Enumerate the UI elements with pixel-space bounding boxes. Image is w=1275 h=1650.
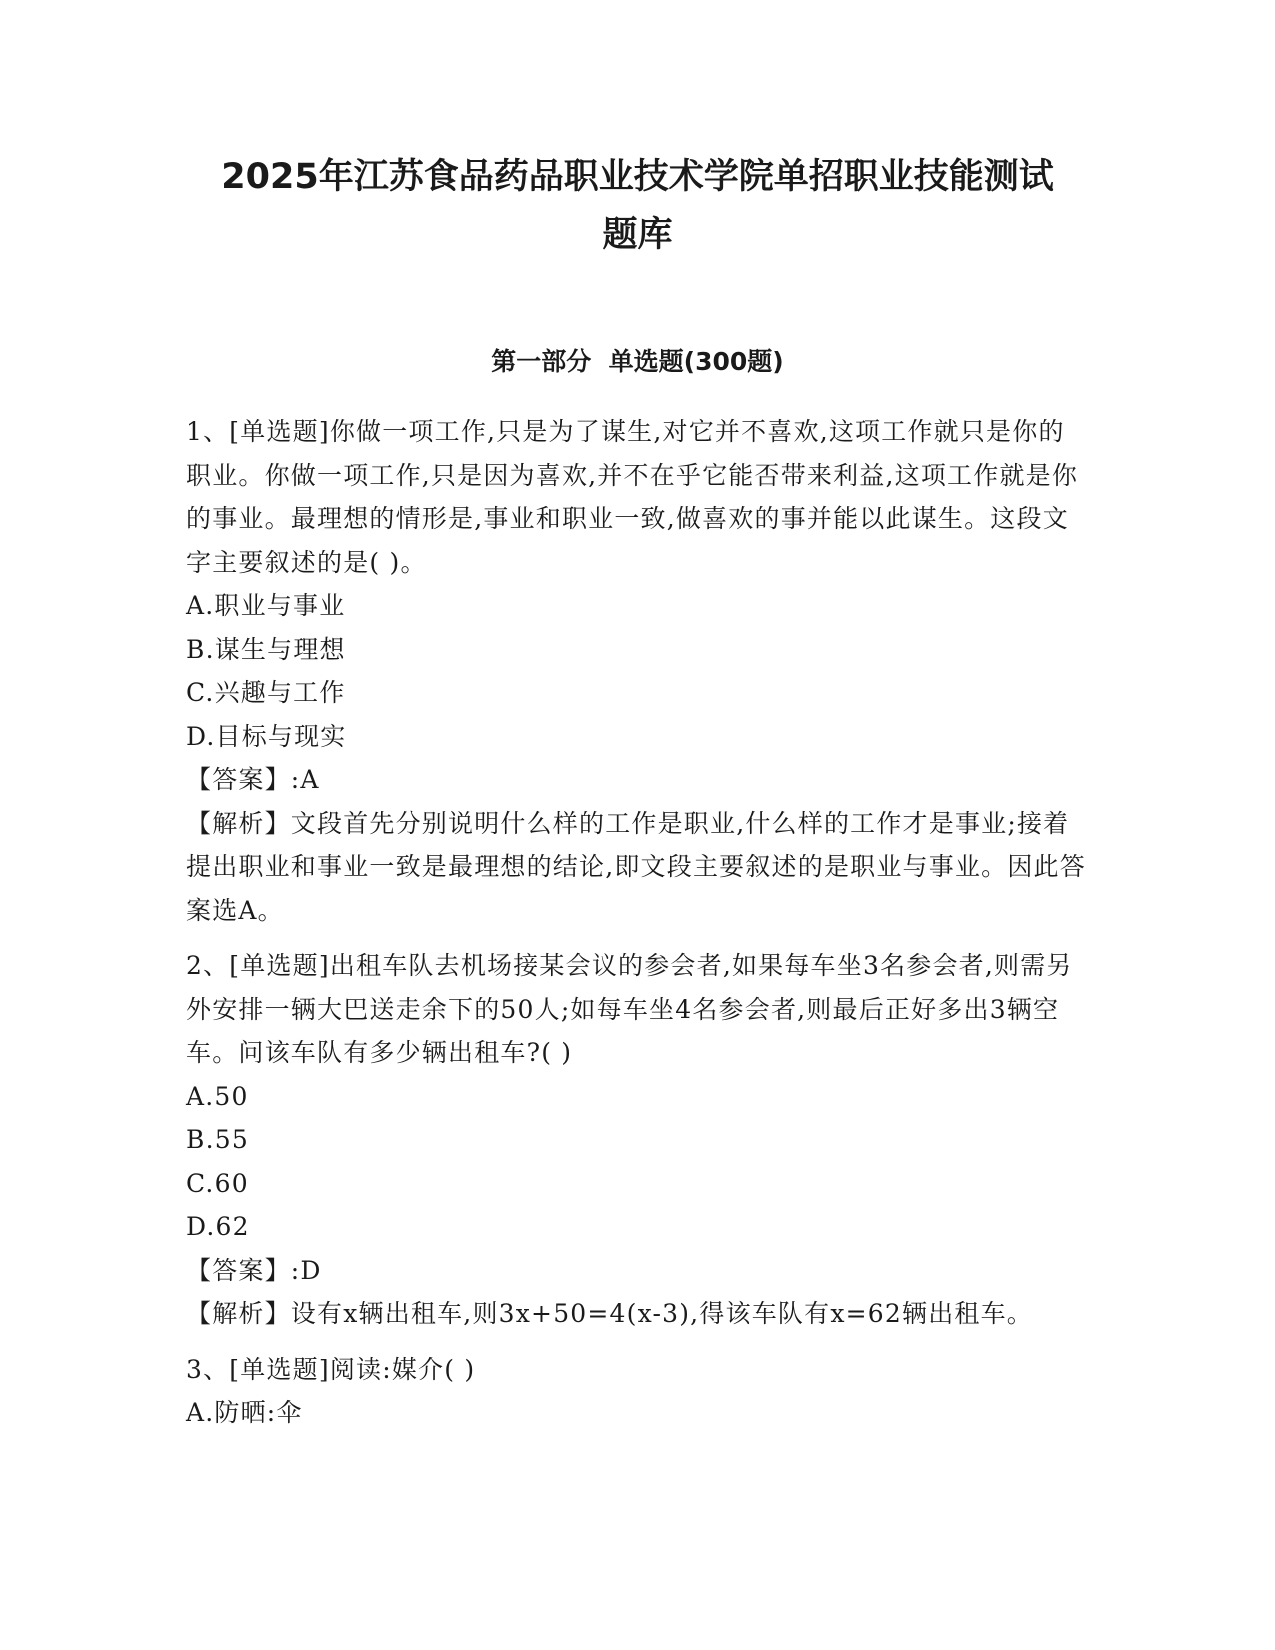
question-option-d: D.62: [186, 1212, 250, 1241]
question-option-b: B.55: [186, 1125, 249, 1154]
question-list: [186, 410, 1086, 1435]
question-stem: 1、[单选题]你做一项工作,只是为了谋生,对它并不喜欢,这项工作就只是你的职业。你做一项工作,只是因为喜欢,并不在乎它能否带来利益,这项工作就是你的事业。最理想的情形是,事业和职业一致,做喜欢的事并能以此谋生。这段文字主要叙述的是( )。: [186, 417, 1079, 577]
section-heading: 第一部分 单选题(300题): [491, 347, 784, 376]
question-item-1: [186, 410, 1086, 932]
question-analysis: 【解析】文段首先分别说明什么样的工作是职业,什么样的工作才是事业;接着提出职业和事业一致是最理想的结论,即文段主要叙述的是职业与事业。因此答案选A。: [186, 808, 1086, 925]
question-item-3: [186, 1348, 1086, 1435]
question-answer: 【答案】:D: [186, 1255, 322, 1285]
question-stem: 2、[单选题]出租车队去机场接某会议的参会者,如果每车坐3名参会者,则需另外安排一辆大巴送走余下的50人;如每车坐4名参会者,则最后正好多出3辆空车。问该车队有多少辆出租车?( ): [186, 951, 1073, 1067]
question-analysis: 【解析】设有x辆出租车,则3x+50=4(x-3),得该车队有x=62辆出租车。: [186, 1299, 1033, 1328]
question-option-a: A.防晒:伞: [186, 1398, 303, 1427]
question-option-a: A.50: [186, 1081, 249, 1111]
question-option-c: C.兴趣与工作: [186, 678, 346, 707]
question-stem: 3、[单选题]阅读:媒介( ): [186, 1354, 476, 1384]
question-option-d: D.目标与现实: [186, 721, 347, 751]
question-option-b: B.谋生与理想: [186, 634, 346, 664]
document-title-line-2: 题库: [602, 215, 673, 255]
question-option-a: A.职业与事业: [186, 591, 346, 620]
question-answer: 【答案】:A: [186, 765, 320, 794]
question-option-c: C.60: [186, 1168, 249, 1198]
question-item-2: [186, 944, 1086, 1336]
document-title-line-1: 2025年江苏食品药品职业技术学院单招职业技能测试: [221, 157, 1054, 197]
document-title: [150, 148, 1125, 264]
